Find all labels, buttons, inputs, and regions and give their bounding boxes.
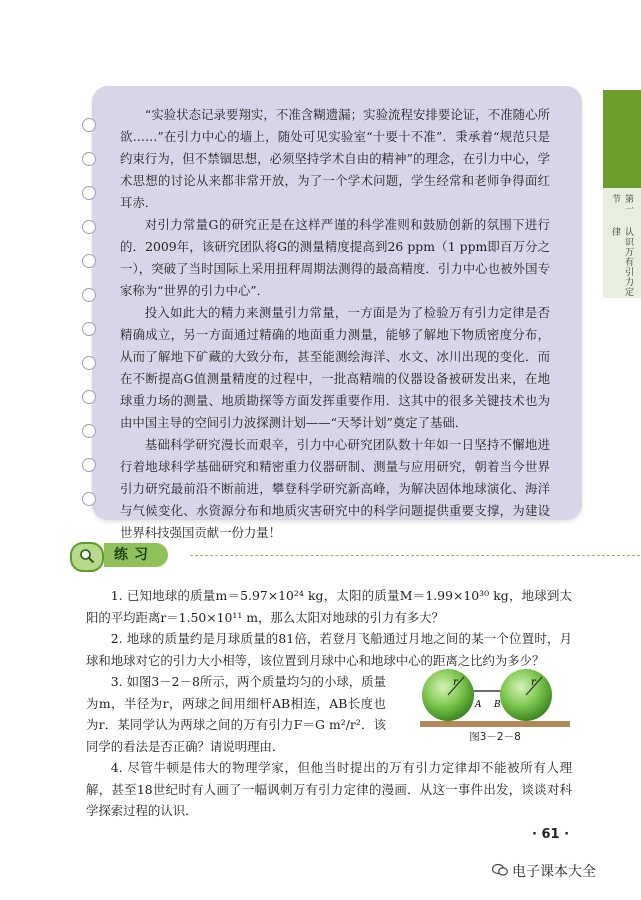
reading-text: [120, 104, 550, 544]
radius-label-left: r: [453, 677, 458, 688]
sidebar-title: 认识万有引力定律: [610, 226, 633, 297]
exercise-item: 4. 尽管牛顿是伟大的物理学家，但他当时提出的万有引力定律却不能被所有人理解，甚至18世纪时有人画了一幅讽刺万有引力定律的漫画．从这一事件出发，谈谈对科学探索过程的认识．: [86, 760, 572, 818]
reading-paragraph: 投入如此大的精力来测量引力常量，一方面是为了检验万有引力定律是否精确成立，另一方面通过精确的地面重力测量，能够了解地下物质密度分布，从而了解地下矿藏的大致分布，甚至能测绘海洋、水文、冰川出现的变化．而在不断提高G值测量精度的过程中，一批高精端的仪器设备被研发出来，在地球重力场的测量、地质勘探等方面发挥重要作用．这其中的很多关键技术也为由中国主导的空间引力波探测计划——“天琴计划”奠定了基础．: [120, 305, 550, 430]
ring-hole-icon: [82, 356, 96, 370]
notebook-rings: [82, 118, 106, 518]
radius-label-right: r: [531, 677, 536, 688]
exercise-item: 3. 如图3－2－8所示，两个质量均匀的小球，质量为m，半径为r，两球之间用细杆AB相连，AB长度也为r．某同学认为两球之间的万有引力F＝G m²/r²．该同学的看法是否正确？请说明理由．: [86, 674, 386, 754]
ring-hole-icon: [82, 152, 96, 166]
exercise-title: 练习: [104, 543, 168, 567]
ring-hole-icon: [82, 288, 96, 302]
ring-hole-icon: [82, 390, 96, 404]
watermark: [492, 861, 596, 881]
reading-paragraph: 基础科学研究漫长而艰辛，引力中心研究团队数十年如一日坚持不懈地进行着地球科学基础研究和精密重力仪器研制、测量与应用研究，朝着当今世界引力研究最前沿不断前进，攀登科学研究新高峰，为解决固体地球演化、海洋与气候变化、水资源分布和地质灾害研究中的科学问题提供重要支撑，为建设世界科技强国贡献一份力量！: [120, 437, 550, 540]
chapter-sidebar: [603, 188, 641, 298]
ring-hole-icon: [82, 220, 96, 234]
ground-surface: [420, 721, 570, 727]
watermark-text: 电子课本大全: [512, 864, 596, 880]
figure-caption: 图3－2－8: [469, 731, 521, 743]
ring-hole-icon: [82, 118, 96, 132]
reading-paragraph: “实验状态记录要翔实，不准含糊遗漏；实验流程安排要论证，不准随心所欲……”在引力中心的墙上，随处可见实验室“十要十不准”．秉承着“规范只是约束行为，但不禁锢思想，必须坚持学术自由的精神”的理念，在引力中心，学术思想的讨论从来都非常开放，为了一个学术问题，学生经常和老师争得面红耳赤．: [120, 107, 550, 210]
exercise-item: 1. 已知地球的质量m＝5.97×10²⁴ kg，太阳的质量M＝1.99×10³⁰ kg，地球到太阳的平均距离r＝1.50×10¹¹ m，那么太阳对地球的引力有多大？: [86, 588, 572, 625]
ring-hole-icon: [82, 492, 96, 506]
magnifier-icon: [70, 542, 104, 572]
ring-hole-icon: [82, 458, 96, 472]
ring-hole-icon: [82, 424, 96, 438]
page-number: · 61 ·: [532, 827, 570, 842]
exercise-item: 2. 地球的质量约是月球质量的81倍，若登月飞船通过月地之间的某一个位置时，月球和地球对它的引力大小相等，该位置到月球中心和地球中心的距离之比约为多少？: [86, 631, 572, 668]
point-a-label: A: [475, 700, 482, 710]
point-b-label: B: [494, 700, 501, 710]
ring-hole-icon: [82, 322, 96, 336]
reading-paragraph: 对引力常量G的研究正是在这样严谨的科学准则和鼓励创新的氛围下进行的．2009年，该研究团队将G的测量精度提高到26 ppm（1 ppm即百万分之一），突破了当时国际上采用扭秤周期法测得的最高精度．引力中心也被外国专家称为“世界的引力中心”．: [120, 217, 550, 298]
ring-hole-icon: [82, 254, 96, 268]
exercise-divider: [190, 555, 640, 556]
sidebar-section: 第一节: [610, 194, 633, 214]
wechat-icon: [492, 863, 508, 881]
exercise-header: [70, 540, 590, 570]
ring-hole-icon: [82, 186, 96, 200]
chapter-tab: [603, 90, 641, 188]
